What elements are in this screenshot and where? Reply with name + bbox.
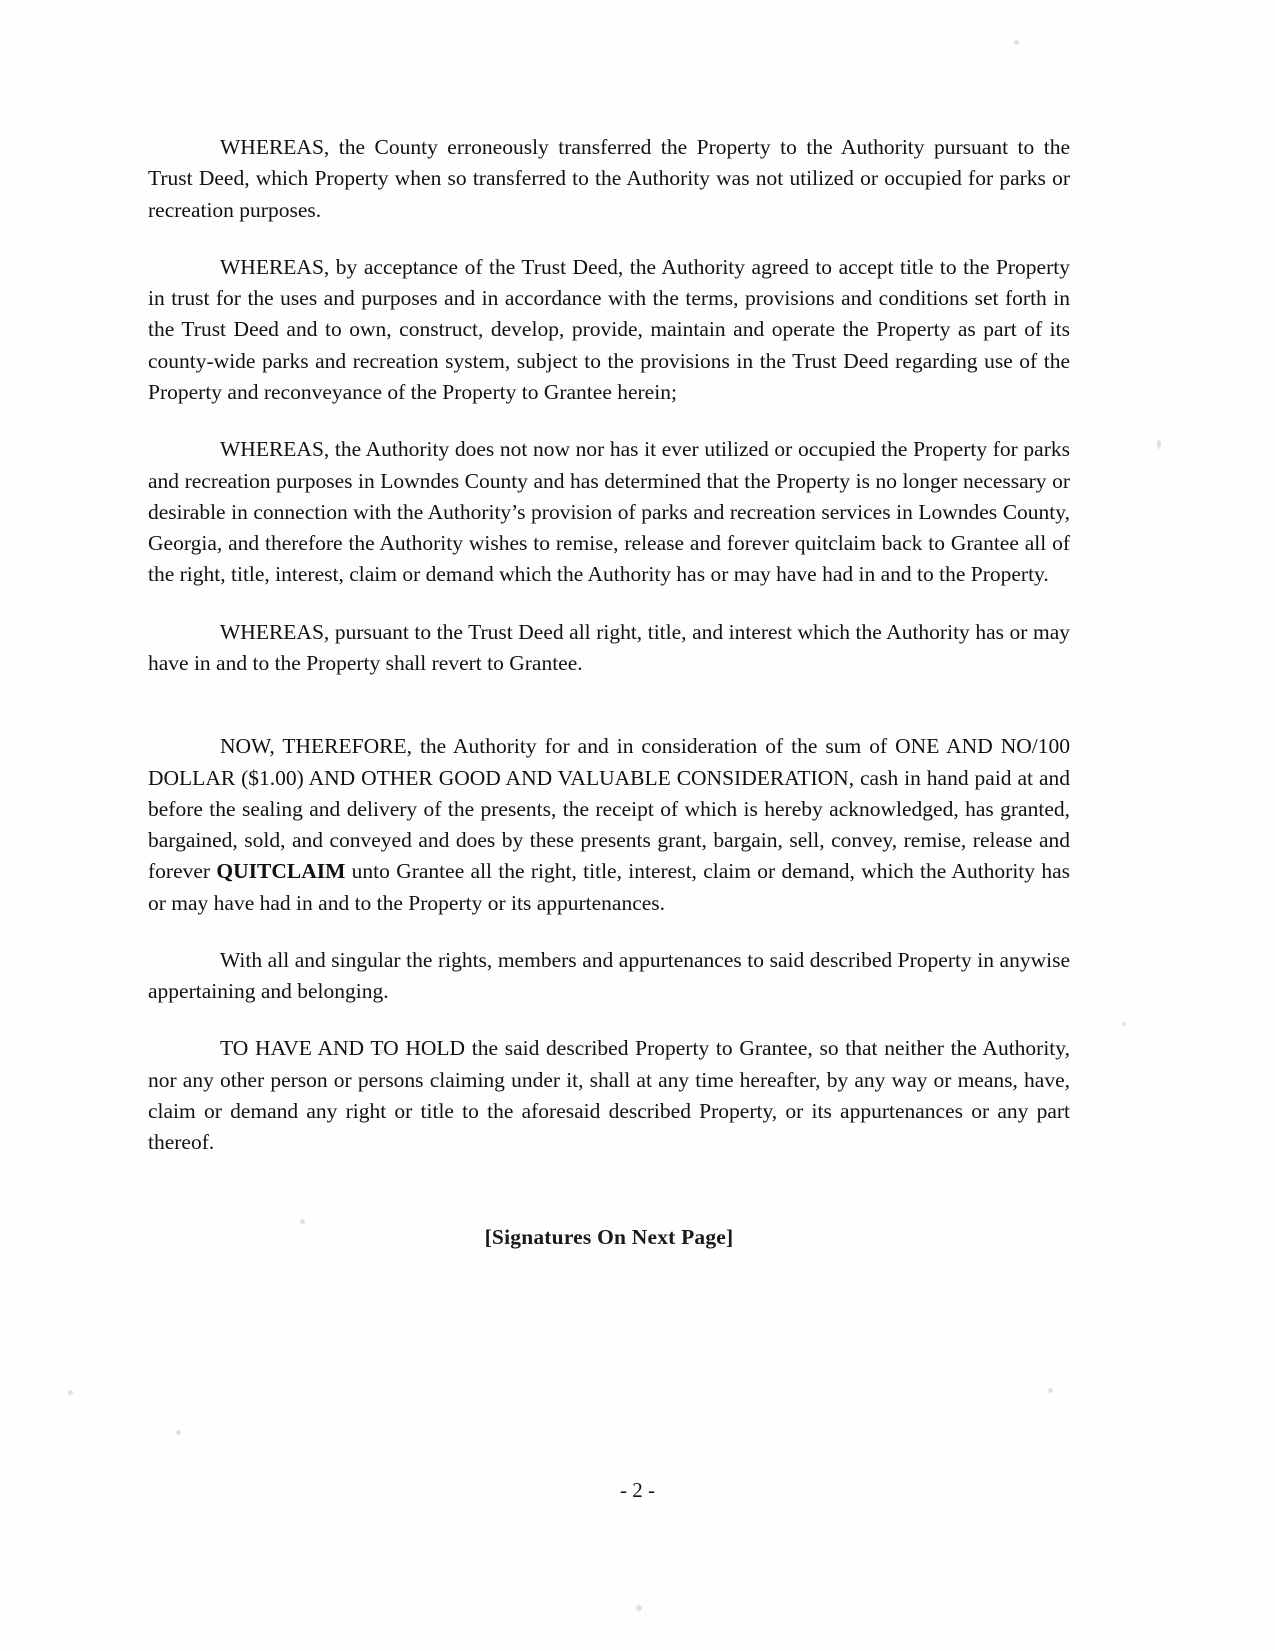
paragraph-whereas-1: WHEREAS, the County erroneously transferred the Property to the Authority pursuant to the Trust Deed, which Property when so transferred to the Authority was not utilized or occupied for parks or recreation purposes.	[148, 135, 1070, 222]
document-body	[148, 132, 1070, 1250]
scan-speck	[1122, 1022, 1126, 1026]
now-therefore-text-part-1: NOW, THEREFORE, the Authority for and in consideration of the sum of ONE AND NO/100 DOLLAR ($1.00) AND OTHER GOOD AND VALUABLE CONSIDERATION, cash in hand paid at and before the sealing and delivery of the presents, the receipt of which is hereby acknowledged, has granted, bargained, sold, and conveyed and does by these presents grant, bargain, sell, convey, remise, release and forever	[148, 734, 1070, 884]
scan-speck	[636, 1605, 642, 1611]
scan-speck	[1048, 1388, 1053, 1393]
paragraph-to-have-and-to-hold: TO HAVE AND TO HOLD the said described Property to Grantee, so that neither the Authority, nor any other person or persons claiming under it, shall at any time hereafter, by any way or means, have, claim or demand any right or title to the aforesaid described Property, or its appurtenances or any part thereof.	[148, 1036, 1070, 1155]
signatures-next-page-note: [Signatures On Next Page]	[484, 1224, 734, 1249]
paragraph-whereas-3: WHEREAS, the Authority does not now nor has it ever utilized or occupied the Property for parks and recreation purposes in Lowndes County and has determined that the Property is no longer necessary or desirable in connection with the Authority’s provision of parks and recreation services in Lowndes County, Georgia, and therefore the Authority wishes to remise, release and forever quitclaim back to Grantee all of the right, title, interest, claim or demand which the Authority has or may have had in and to the Property.	[148, 437, 1070, 587]
paragraph-now-therefore	[148, 731, 1070, 919]
scan-speck	[176, 1430, 181, 1435]
scan-speck	[1014, 40, 1019, 45]
paragraph-whereas-4: WHEREAS, pursuant to the Trust Deed all right, title, and interest which the Authority has or may have in and to the Property shall revert to Grantee.	[148, 619, 1070, 675]
now-therefore-text-part-2: unto Grantee all the right, title, interest, claim or demand, which the Authority has or may have had in and to the Property or its appurtenances.	[148, 859, 1070, 915]
paragraph-rights-members: With all and singular the rights, members and appurtenances to said described Property in anywise appertaining and belonging.	[148, 947, 1070, 1004]
quitclaim-emphasis: QUITCLAIM	[216, 859, 346, 884]
paragraph-whereas-2: WHEREAS, by acceptance of the Trust Deed, the Authority agreed to accept title to the Property in trust for the uses and purposes and in accordance with the terms, provisions and conditions set forth in the Trust Deed and to own, construct, develop, provide, maintain and operate the Property as part of its county-wide parks and recreation system, subject to the provisions in the Trust Deed regarding use of the Property and reconveyance of the Property to Grantee herein;	[148, 254, 1070, 404]
scan-speck	[1157, 440, 1161, 449]
page-number: - 2 -	[620, 1478, 655, 1502]
scan-speck	[68, 1390, 73, 1395]
